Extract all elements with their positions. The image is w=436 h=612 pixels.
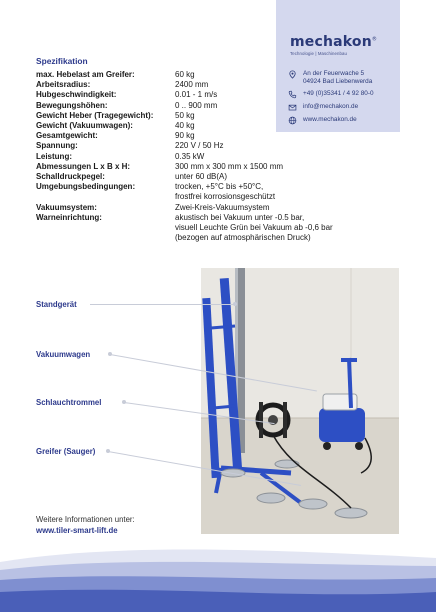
spec-value: 0.35 kW [175,151,205,161]
more-info-text: Weitere Informationen unter: [36,515,135,524]
callout-standgeraet: Standgerät [36,300,77,309]
spec-value: 90 kg [175,131,195,141]
phone-number[interactable]: +49 (0)35341 / 4 92 80-0 [303,90,374,97]
brand-logo [290,34,390,56]
logo-wordmark: mechakon [290,34,372,50]
spec-key: Warneinrichtung: [36,212,102,222]
spec-value: 40 kg [175,121,195,131]
spec-key: Bewegungshöhen: [36,100,108,110]
spec-value: visuell Leuchte Grün bei Vakuum ab -0,6 bar [175,223,333,233]
spec-row [36,121,356,131]
spec-key: Abmessungen L x B x H: [36,161,131,171]
spec-key: max. Hebelast am Greifer: [36,70,135,79]
spec-heading: Spezifikation [36,56,88,66]
spec-value: trocken, +5°C bis +50°C, [175,182,264,192]
spec-key: Arbeitsradius: [36,80,91,90]
spec-key: Leistung: [36,151,72,161]
spec-row [36,182,356,192]
callout-vakuumwagen: Vakuumwagen [36,350,91,359]
registered-mark: ® [371,36,378,43]
spec-value: (bezogen auf atmosphärischen Druck) [175,233,311,243]
callout-dot [106,449,110,453]
spec-key: Gewicht (Vakuumwagen): [36,121,133,131]
footer-wave-decoration [0,540,436,612]
spec-row [36,80,356,90]
spec-key: Gesamtgewicht: [36,131,98,141]
callout-dot [122,400,126,404]
callout-greifer: Greifer (Sauger) [36,447,96,456]
spec-row [36,172,356,182]
spec-key [36,192,175,202]
callout-schlauchtrommel: Schlauchtrommel [36,398,102,407]
spec-key [36,223,175,233]
spec-row [36,70,356,80]
spec-value: unter 60 dB(A) [175,172,228,182]
address-line-2: 04924 Bad Liebenwerda [303,78,373,85]
spec-row [36,203,356,213]
spec-key: Vakuumsystem: [36,202,97,212]
spec-value: 0.01 - 1 m/s [175,90,218,100]
email-link[interactable]: info@mechakon.de [303,103,359,110]
callout-dot [108,352,112,356]
spec-key: Spannung: [36,141,78,151]
spec-row [36,100,359,111]
address-line-1: An der Feuerwache 5 [303,70,365,77]
spec-key [36,233,175,243]
website-link[interactable]: www.mechakon.de [303,116,357,123]
spec-row [36,90,356,100]
spec-value: 50 kg [175,110,195,120]
callout-line [90,304,235,305]
spec-row [36,192,356,202]
spec-key: Schalldruckpegel: [36,172,105,182]
spec-row [36,141,356,151]
spec-row [36,213,356,223]
spec-key: Gewicht Heber (Tragegewicht): [36,110,154,120]
spec-row [36,162,356,172]
lift-illustration [201,268,399,534]
spec-value: 220 V / 50 Hz [175,141,224,151]
spec-key: Hubgeschwindigkeit: [36,90,117,100]
spec-row [36,233,356,243]
spec-value: akustisch bei Vakuum unter -0.5 bar, [175,212,305,222]
spec-value: Zwei-Kreis-Vakuumsystem [175,202,270,212]
spec-row [36,223,356,233]
spec-value: frostfrei korrosionsgeschützt [175,192,276,202]
spec-value: 60 kg [175,70,195,79]
logo-tagline: Technologie | Maschinenbau [290,51,347,56]
spec-key: Umgebungsbedingungen: [36,182,136,192]
spec-value: 0 .. 900 mm [175,100,218,110]
spec-row [36,111,356,121]
spec-value: 300 mm x 300 mm x 1500 mm [175,161,284,171]
spec-table [36,70,359,243]
spec-value: 2400 mm [175,80,209,90]
website-footer-link[interactable]: www.tiler-smart-lift.de [36,526,118,535]
callout-dot [233,302,237,306]
spec-row [36,152,356,162]
spec-row [36,131,356,141]
product-photo [201,268,399,534]
